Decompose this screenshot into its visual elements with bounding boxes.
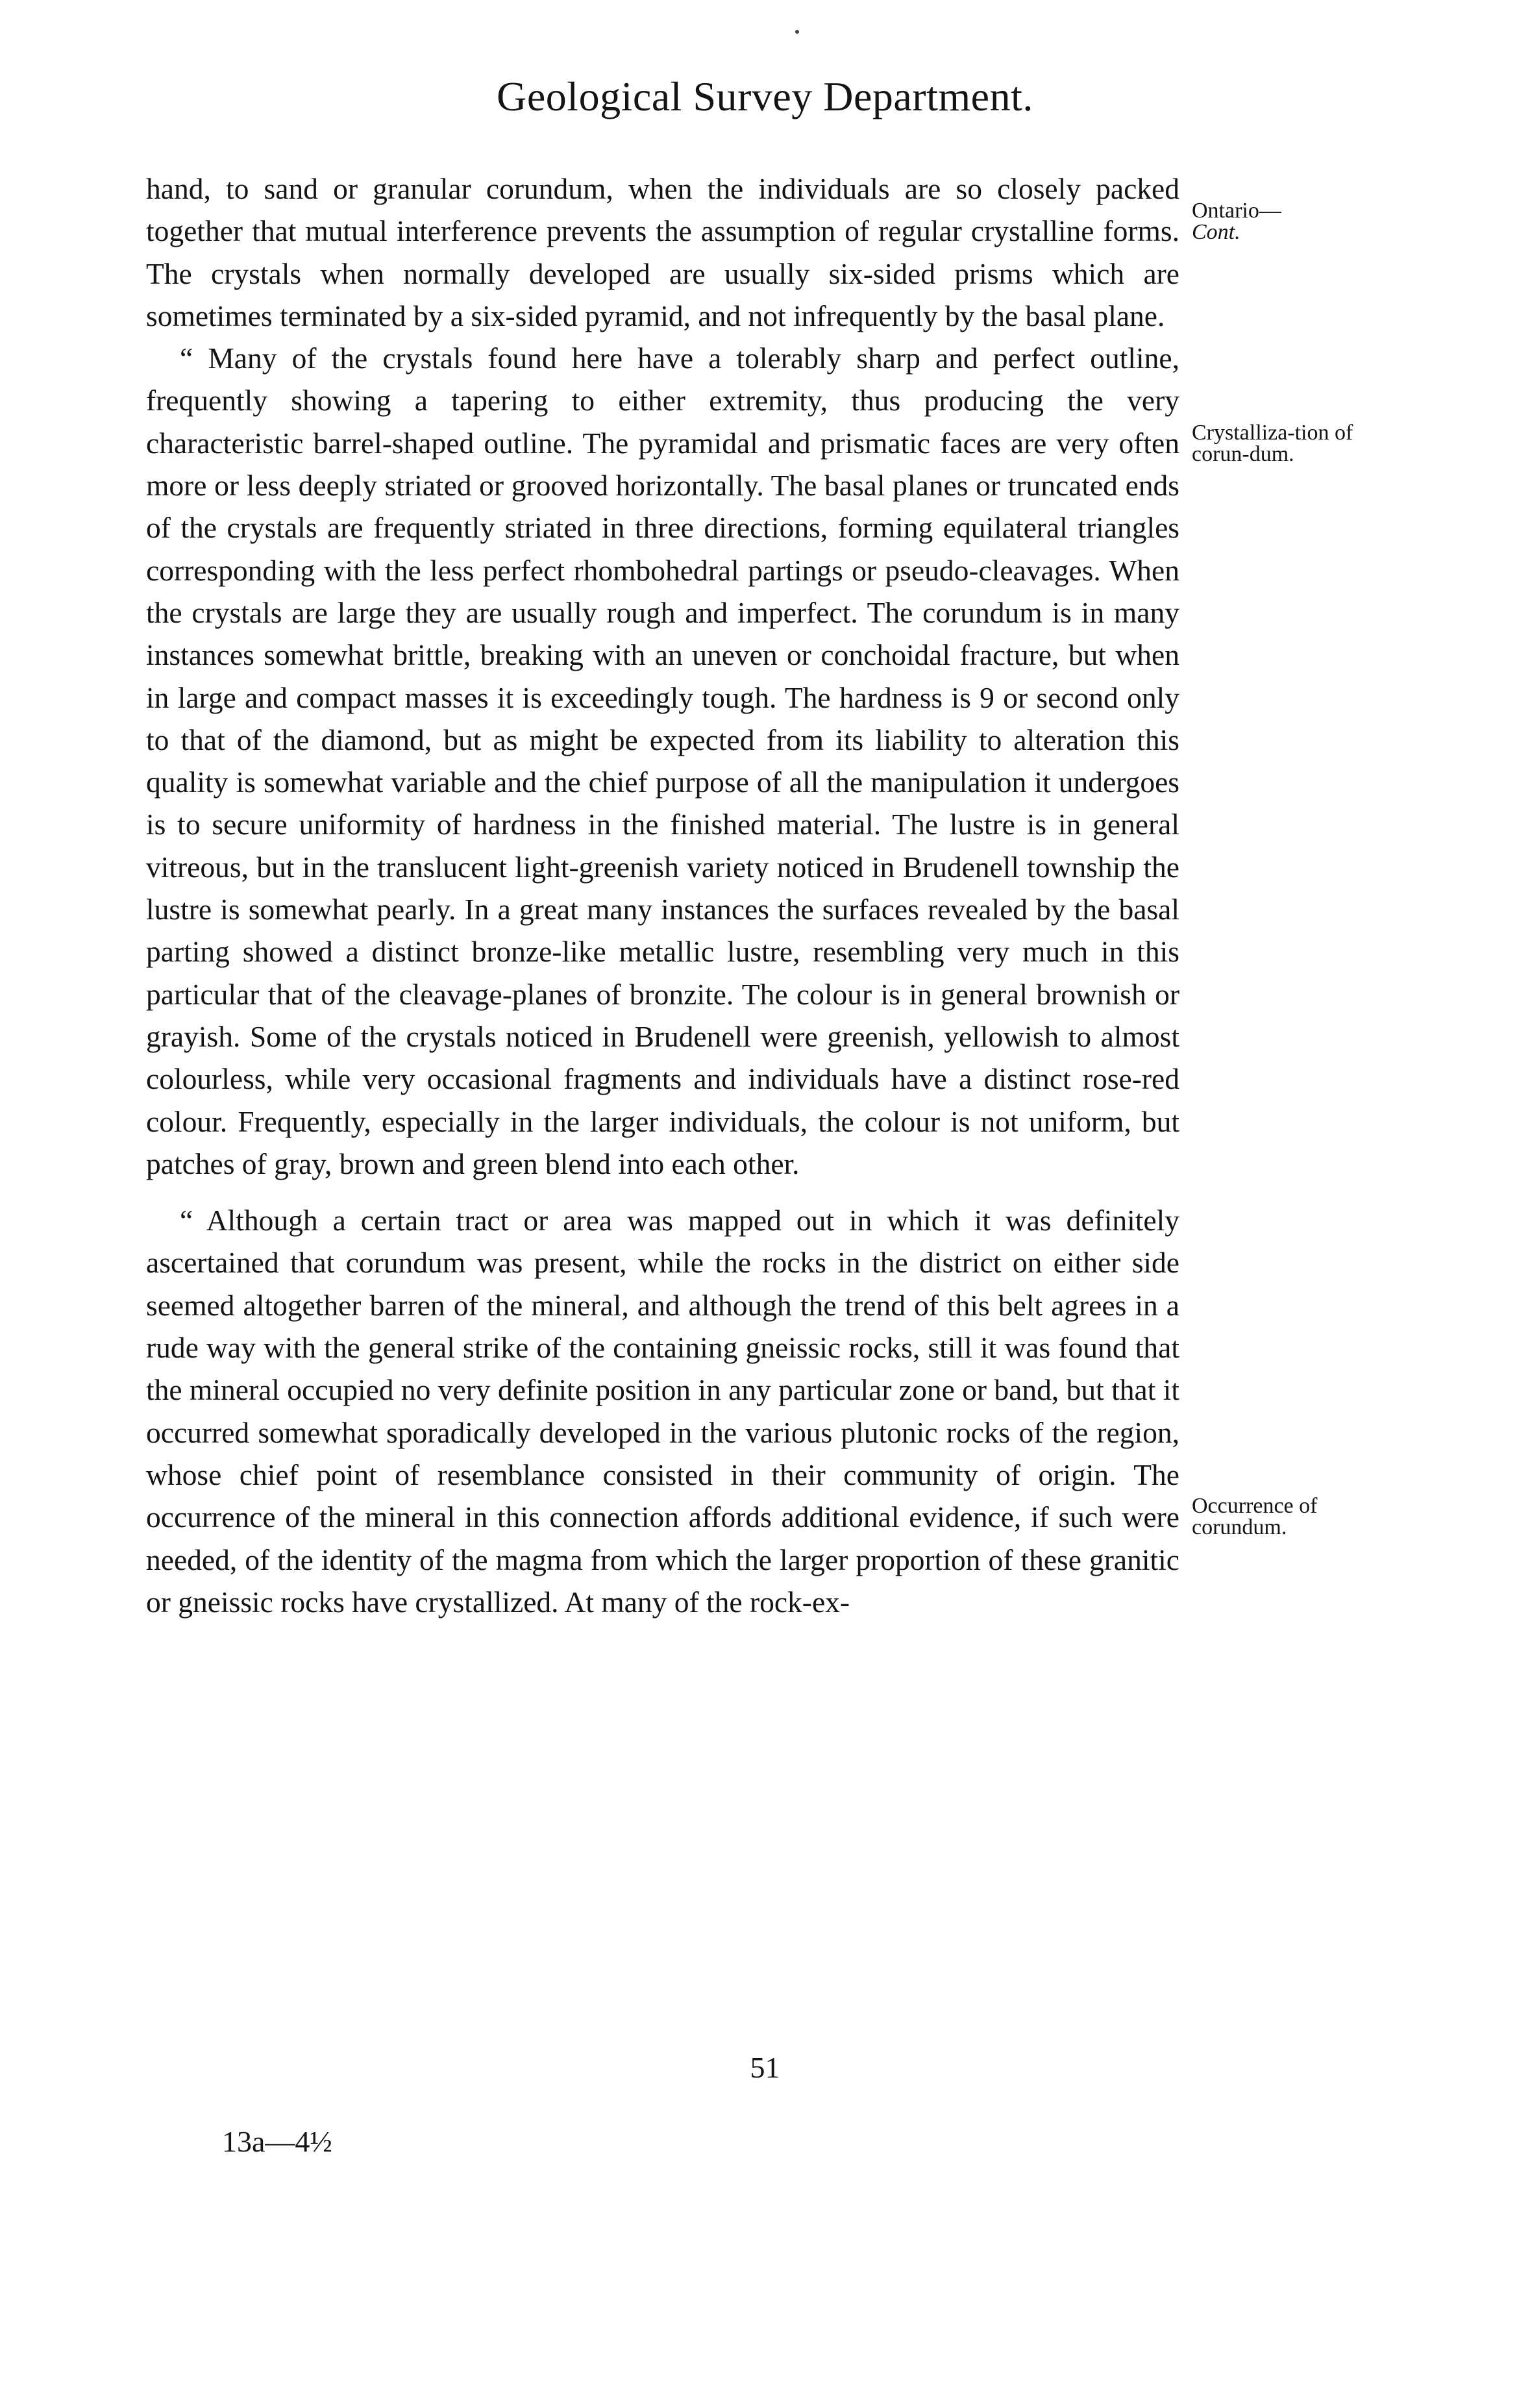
margin-note-occurrence: Occurrence of corundum. <box>1192 1494 1318 1539</box>
margin-note-ontario <box>1192 200 1380 243</box>
paragraph-3: “ Although a certain tract or area was mapped out in which it was definitely ascertained that corundum was present, while the rocks in the district on either side seemed altogether barren of the mineral, and although the trend of this belt agrees in a rude way with the general strike of the containing gneissic rocks, still it was found that the mineral occupied no very definite position in any particular zone or band, but that it occurred somewhat sporadically developed in the various plutonic rocks of the region, whose chief point of resemblance consisted in their community of origin. The occurrence of the mineral in this connection affords additional evidence, if such were needed, of the identity of the magma from which the larger proportion of these granitic or gneissic rocks have crystallized. At many of the rock-ex- <box>146 1204 1180 1619</box>
page-number: 51 <box>750 2051 780 2084</box>
body-text <box>146 168 1179 1623</box>
margin-note-crystallization: Crystalliza-tion of corun-dum. <box>1192 421 1353 466</box>
paragraph-2: “ Many of the crystals found here have a tolerably sharp and perfect outline, frequently showing a tapering to either extremity, thus producing the very characteristic barrel-shaped outline. The pyramidal and prismatic faces are very often more or less deeply striated or grooved horizontally. The basal planes or truncated ends of the crystals are frequently striated in three directions, forming equilateral triangles corresponding with the less perfect rhombohedral partings or pseudo-cleavages. When the crystals are large they are usually rough and imperfect. The corundum is in many instances somewhat brittle, breaking with an uneven or conchoidal fracture, but when in large and compact masses it is exceedingly tough. The hardness is 9 or second only to that of the diamond, but as might be expected from its liability to alteration this quality is somewhat variable and the chief purpose of all the manipulation it undergoes is to secure uniformity of hardness in the finished material. The lustre is in general vitreous, but in the translucent light-greenish variety noticed in Brudenell township the lustre is somewhat pearly. In a great many instances the surfaces revealed by the basal parting showed a distinct bronze-like metallic lustre, resembling very much in this particular that of the cleavage-planes of bronzite. The colour is in general brownish or grayish. Some of the crystals noticed in Brudenell were greenish, yellowish to almost colourless, while very occasional fragments and individuals have a distinct rose-red colour. Frequently, especially in the larger individuals, the colour is not uniform, but patches of gray, brown and green blend into each other. <box>146 341 1179 1180</box>
margin-note-ontario-label: Ontario— <box>1192 199 1281 223</box>
paragraph-1: hand, to sand or granular corundum, when the individuals are so closely packed together that mutual interference prevents the assumption of regular crystalline forms. The crystals when normally developed are usually six-sided prisms which are sometimes terminated by a six-sided pyramid, and not infrequently by the basal plane. <box>146 172 1179 332</box>
printer-mark <box>795 30 799 34</box>
margin-note-ontario-cont: Cont. <box>1192 220 1240 244</box>
running-head: Geological Survey Department. <box>497 73 1033 119</box>
signature-mark: 13a—4½ <box>222 2125 332 2158</box>
